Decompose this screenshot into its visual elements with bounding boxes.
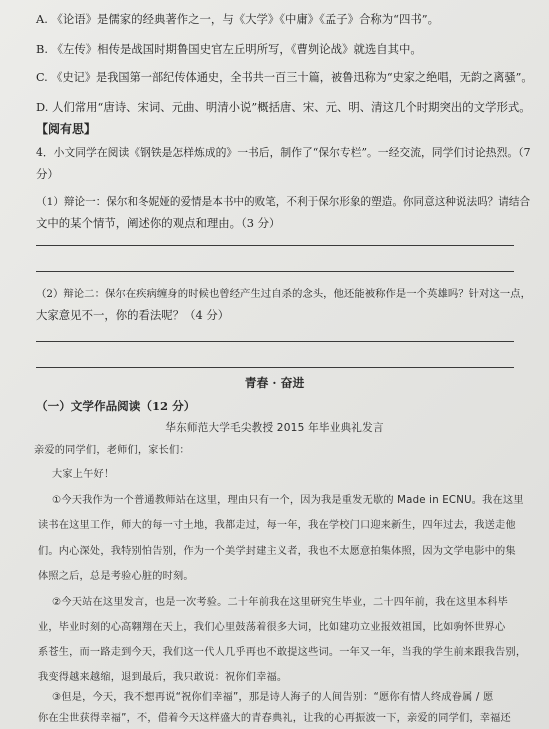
article-salutation: 亲爱的同学们，老师们，家长们： [34,445,190,456]
option-c: C. 《史记》是我国第一部纪传体通史，全书共一百三十篇，被鲁迅称为“史家之绝唱，无韵之离骚”。 [36,71,533,84]
article-paragraph-1-line: ①今天我作为一个普通教师站在这里，理由只有一个，因为我是重发无歇的 Made in ECNU。我在这里 [52,495,524,506]
debate-1-line-2: 文中的某个情节，阐述你的观点和理由。（3 分） [36,216,281,230]
article-paragraph-2-line: 系苍生，而一路走到今天，我们这一代人几乎再也不敢提这些词。一年又一年，当我的学生前来跟我告别， [38,647,527,658]
option-a: A. 《论语》是儒家的经典著作之一，与《大学》《中庸》《孟子》合称为“四书”。 [36,12,439,26]
article-title: 华东师范大学毛尖教授 2015 年毕业典礼发言 [165,422,384,434]
section-heading: 【阅有思】 [36,122,97,136]
article-greeting: 大家上午好！ [52,469,115,480]
article-paragraph-3-line: 你在尘世获得幸福”，不，借着今天这样盛大的青春典礼，让我的心再振波一下，亲爱的同学们，幸福还 [38,713,511,724]
debate-1-line-1: （1）辩论一：保尔和冬妮娅的爱情是本书中的败笔，不利于保尔形象的塑造。你同意这种说法吗？请结合 [36,196,531,208]
article-paragraph-2-line: ②今天站在这里发言，也是一次考验。二十年前我在这里研究生毕业，二十四年前，我在这里本科毕 [52,597,508,608]
article-paragraph-1-line: 体照之后，总是考验心脏的时刻。 [38,571,194,582]
answer-line-4[interactable] [36,367,514,368]
answer-line-3[interactable] [36,341,514,342]
article-paragraph-3-line: ③但是，今天，我不想再说“祝你们幸福”，那是诗人海子的人间告别：“愿你有情人终成眷属 / 愿 [52,692,494,703]
part-1-heading: （一）文学作品阅读（12 分） [36,399,196,413]
article-paragraph-1-line: 们。内心深处，我特别怕告别，作为一个美学封建主义者，我也不太愿意拍集体照，因为文学电影中的集 [38,546,516,557]
article-paragraph-1-line: 读书在这里工作，师大的每一寸土地，我都走过，每一年，我在学校门口迎来新生，四年过去，我送走他 [38,520,516,531]
article-paragraph-2-line: 我变得越来越缩，退到最后，我只敢说：祝你们幸福。 [38,672,288,683]
option-d: D. 人们常用“唐诗、宋词、元曲、明清小说”概括唐、宋、元、明、清这几个时期突出的文学形式。 [36,100,531,114]
debate-2-line-2: 大家意见不一，你的看法呢？（4 分） [36,308,230,322]
answer-line-2[interactable] [36,271,514,272]
option-b: B. 《左传》相传是战国时期鲁国史官左丘明所写，《曹刿论战》就选自其中。 [36,42,422,56]
article-paragraph-2-line: 业，毕业时刻的心高翱翔在天上，我们心里鼓荡着很多大词，比如建功立业报效祖国，比如驹怀世界心 [38,622,506,633]
question-4-line-1: 4．小文同学在阅读《钢铁是怎样炼成的》一书后，制作了“保尔专栏”。一经交流，同学们讨论热烈。（7 [36,146,531,159]
question-4-line-2: 分） [36,167,59,181]
section-title: 青春 · 奋进 [244,376,305,390]
debate-2-line-1: （2）辩论二：保尔在疾病缠身的时候也曾经产生过自杀的念头，他还能被称作是一个英雄吗？针对这一点， [36,288,531,300]
answer-line-1[interactable] [36,245,514,246]
